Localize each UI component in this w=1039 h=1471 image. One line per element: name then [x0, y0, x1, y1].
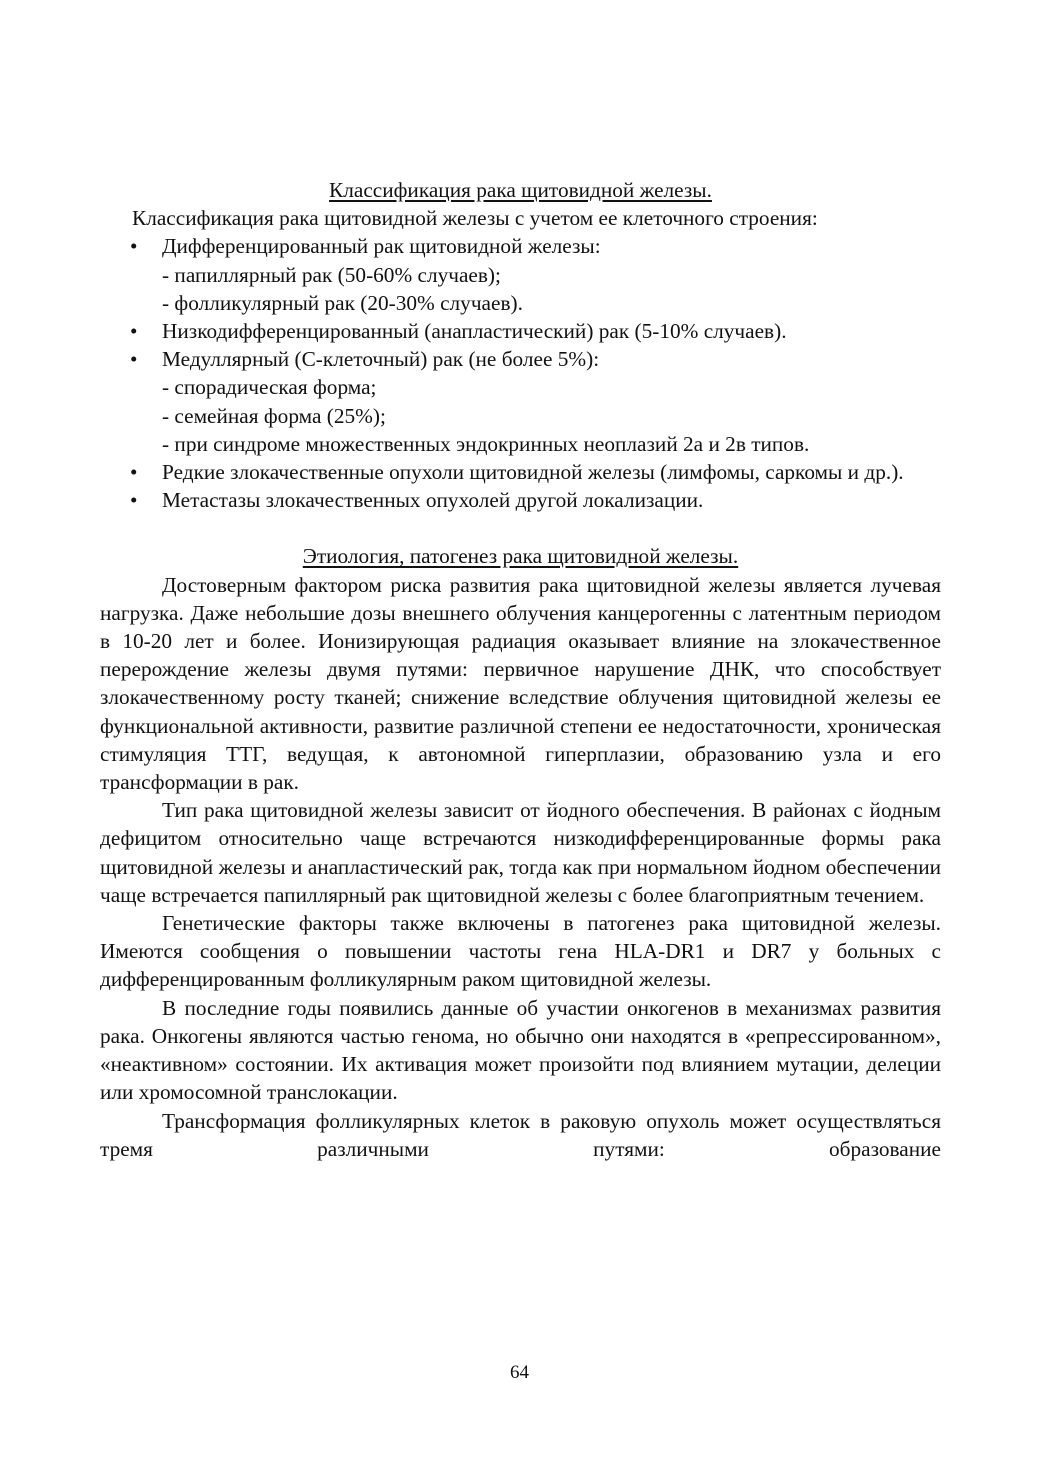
list-item: • Метастазы злокачественных опухолей другой локализации. [100, 486, 941, 514]
bullet-icon: • [130, 347, 138, 372]
list-item: • Дифференцированный рак щитовидной железы: - папиллярный рак (50-60% случаев); - фолликулярный рак (20-30% случаев). [100, 232, 941, 317]
bullet-icon: • [130, 488, 138, 513]
section-gap [100, 514, 941, 542]
section-title-etiology: Этиология, патогенез рака щитовидной железы. [302, 544, 739, 569]
sub-item: - при синдроме множественных эндокринных неоплазий 2а и 2в типов. [162, 431, 810, 456]
paragraph: Трансформация фолликулярных клеток в раковую опухоль может осуществляться тремя различными путями: образование [100, 1108, 941, 1161]
page-number: 64 [510, 1362, 529, 1383]
list-item: • Медуллярный (С-клеточный) рак (не более 5%): - спорадическая форма; - семейная форма (25%); - при синдроме множественных эндокринных неоплазий 2а и 2в типов. [100, 345, 941, 458]
paragraph: Достоверным фактором риска развития рака щитовидной железы является лучевая нагрузка. Даже небольшие дозы внешнего облучения канцерогенны с латентным периодом в 10-20 лет и более. Ионизирующая радиация оказывает влияние на злокачественное перерождение железы двумя путями: первичное нарушение ДНК, что способствует злокачественному росту тканей; снижение вследствие облучения щитовидной железы ее функциональной активности, развитие различной степени ее недостаточности, хроническая стимуляция ТТГ, ведущая, к автономной гиперплазии, образованию узла и его трансформации в рак. [100, 572, 941, 795]
classification-intro: Классификация рака щитовидной железы с учетом ее клеточного строения: [132, 206, 818, 231]
sub-item: - семейная форма (25%); [162, 403, 386, 428]
sub-item: - папиллярный рак (50-60% случаев); [162, 262, 501, 287]
bullet-icon: • [130, 460, 138, 485]
document-page [100, 176, 941, 1163]
paragraph: В последние годы появились данные об участии онкогенов в механизмах развития рака. Онкогены являются частью генома, но обычно они находятся в «репрессированном», «неактивном» состоянии. Их активация может произойти под влиянием мутации, делеции или хромосомной транслокации. [100, 995, 941, 1105]
classification-list [100, 232, 941, 514]
sub-item: - спорадическая форма; [162, 375, 377, 400]
sub-item: - фолликулярный рак (20-30% случаев). [162, 290, 523, 315]
bullet-icon: • [130, 319, 138, 344]
list-item: • Низкодифференцированный (анапластический) рак (5-10% случаев). [100, 317, 941, 345]
list-item: • Редкие злокачественные опухоли щитовидной железы (лимфомы, саркомы и др.). [100, 458, 941, 486]
paragraph: Тип рака щитовидной железы зависит от йодного обеспечения. В районах с йодным дефицитом относительно чаще встречаются низкодифференцированные формы рака щитовидной железы и анапластический рак, тогда как при нормальном йодном обеспечении чаще встречается папиллярный рак щитовидной железы с более благоприятным течением. [100, 798, 941, 907]
paragraph: Генетические факторы также включены в патогенез рака щитовидной железы. Имеются сообщения о повышении частоты гена HLA-DR1 и DR7 у больных с дифференцированным фолликулярным раком щитовидной железы. [100, 911, 941, 992]
section-title-classification: Классификация рака щитовидной железы. [329, 178, 712, 202]
bullet-icon: • [130, 234, 138, 259]
